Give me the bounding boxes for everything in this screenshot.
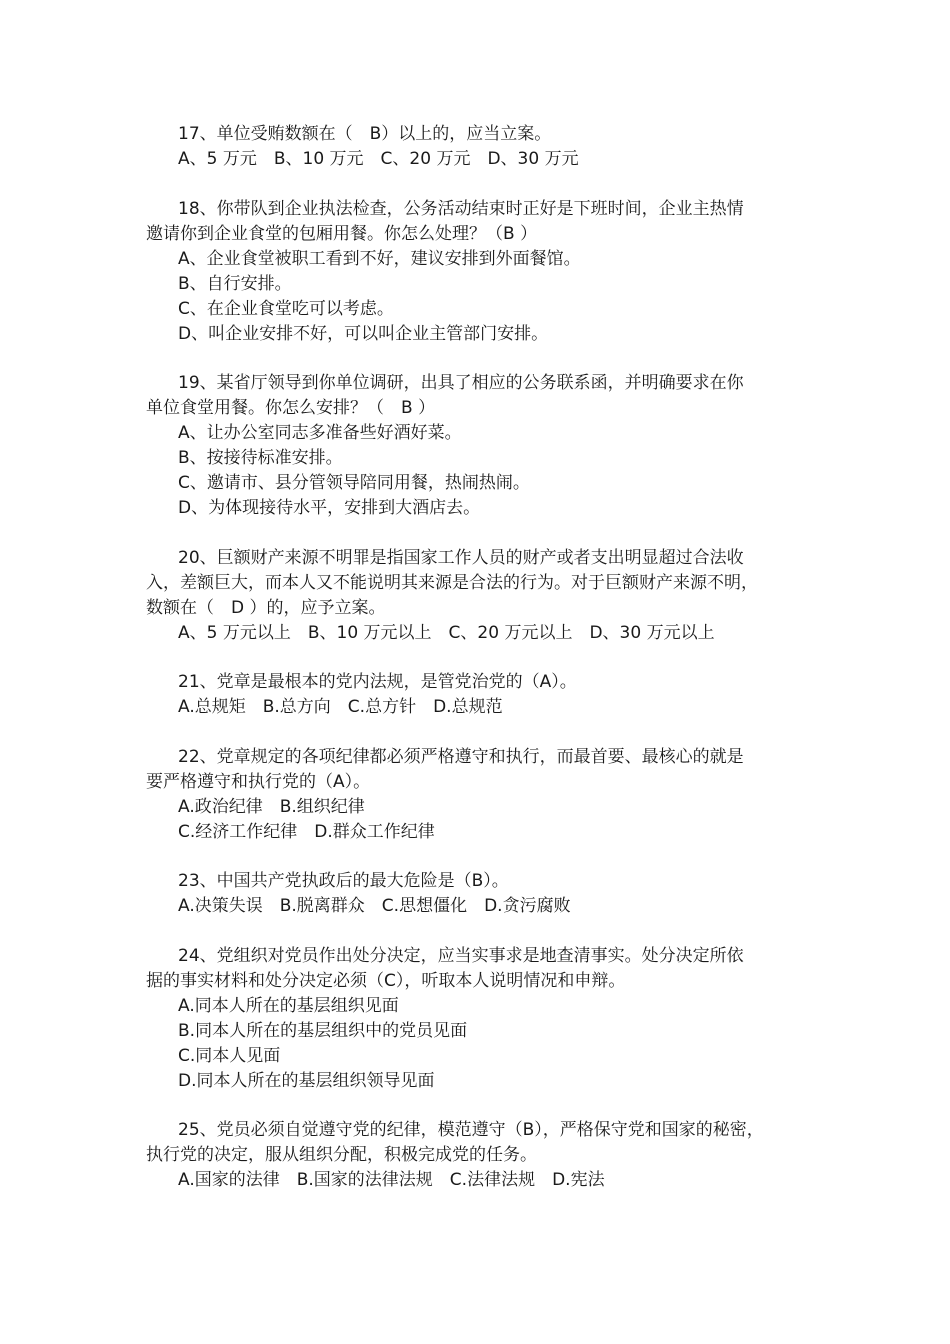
- question-stem-continued: 邀请你到企业食堂的包厢用餐。你怎么处理？（B ）: [146, 223, 538, 244]
- answer-option-d: D、为体现接待水平，安排到大酒店去。: [178, 498, 481, 518]
- answer-option-a: A、企业食堂被职工看到不好，建议安排到外面餐馆。: [178, 248, 581, 269]
- question-stem: 19、某省厅领导到你单位调研，出具了相应的公务联系函，并明确要求在你: [178, 373, 744, 393]
- question-18: [146, 197, 811, 347]
- question-stem: 25、党员必须自觉遵守党的纪律，模范遵守（B），严格保守党和国家的秘密，: [178, 1120, 764, 1140]
- answer-options-cd: C.经济工作纪律 D.群众工作纪律: [178, 821, 435, 842]
- answer-options-ab: A.政治纪律 B.组织纪律: [178, 796, 365, 817]
- question-19: [146, 371, 811, 521]
- question-stem: 22、党章规定的各项纪律都必须严格遵守和执行，而最首要、最核心的就是: [178, 746, 744, 767]
- question-stem-continued: 单位食堂用餐。你怎么安排？（ B ）: [146, 398, 436, 418]
- question-17: [146, 122, 811, 172]
- question-stem: 21、党章是最根本的党内法规，是管党治党的（A）。: [178, 672, 577, 692]
- question-21: [146, 670, 811, 720]
- answer-options: A、5 万元 B、10 万元 C、20 万元 D、30 万元: [178, 149, 579, 169]
- answer-options: A.国家的法律 B.国家的法律法规 C.法律法规 D.宪法: [178, 1170, 605, 1190]
- question-stem-continued: 要严格遵守和执行党的（A）。: [146, 771, 371, 792]
- answer-option-c: C、邀请市、县分管领导陪同用餐，热闹热闹。: [178, 473, 530, 493]
- answer-options: A.决策失误 B.脱离群众 C.思想僵化 D.贪污腐败: [178, 896, 571, 916]
- answer-option-a: A.同本人所在的基层组织见面: [178, 995, 399, 1016]
- answer-options: A.总规矩 B.总方向 C.总方针 D.总规范: [178, 697, 503, 717]
- question-stem-continued: 入，差额巨大，而本人又不能说明其来源是合法的行为。对于巨额财产来源不明，: [146, 572, 758, 593]
- question-stem: 23、中国共产党执政后的最大危险是（B）。: [178, 871, 509, 891]
- question-stem: 18、你带队到企业执法检查，公务活动结束时正好是下班时间，企业主热情: [178, 198, 744, 219]
- question-stem: 24、党组织对党员作出处分决定，应当实事求是地查清事实。处分决定所依: [178, 945, 744, 966]
- answer-option-a: A、让办公室同志多准备些好酒好菜。: [178, 423, 462, 443]
- question-stem-continued: 据的事实材料和处分决定必须（C），听取本人说明情况和申辩。: [146, 970, 626, 991]
- question-stem: 20、巨额财产来源不明罪是指国家工作人员的财产或者支出明显超过合法收: [178, 547, 744, 568]
- document-page: [146, 122, 811, 1218]
- answer-option-c: C.同本人见面: [178, 1045, 281, 1066]
- question-23: [146, 869, 811, 919]
- question-20: [146, 546, 811, 646]
- answer-option-d: D.同本人所在的基层组织领导见面: [178, 1070, 435, 1091]
- answer-option-c: C、在企业食堂吃可以考虑。: [178, 298, 394, 319]
- answer-options: A、5 万元以上 B、10 万元以上 C、20 万元以上 D、30 万元以上: [178, 622, 715, 643]
- question-25: [146, 1118, 811, 1193]
- answer-option-b: B、按接待标准安排。: [178, 448, 343, 468]
- question-24: [146, 944, 811, 1094]
- answer-option-b: B、自行安排。: [178, 273, 292, 294]
- question-stem-continued: 数额在（ D ）的，应予立案。: [146, 597, 386, 618]
- question-stem-continued: 执行党的决定，服从组织分配，积极完成党的任务。: [146, 1145, 537, 1165]
- answer-option-d: D、叫企业安排不好，可以叫企业主管部门安排。: [178, 323, 549, 344]
- question-stem: 17、单位受贿数额在（ B）以上的，应当立案。: [178, 124, 552, 144]
- question-22: [146, 745, 811, 845]
- answer-option-b: B.同本人所在的基层组织中的党员见面: [178, 1020, 468, 1041]
